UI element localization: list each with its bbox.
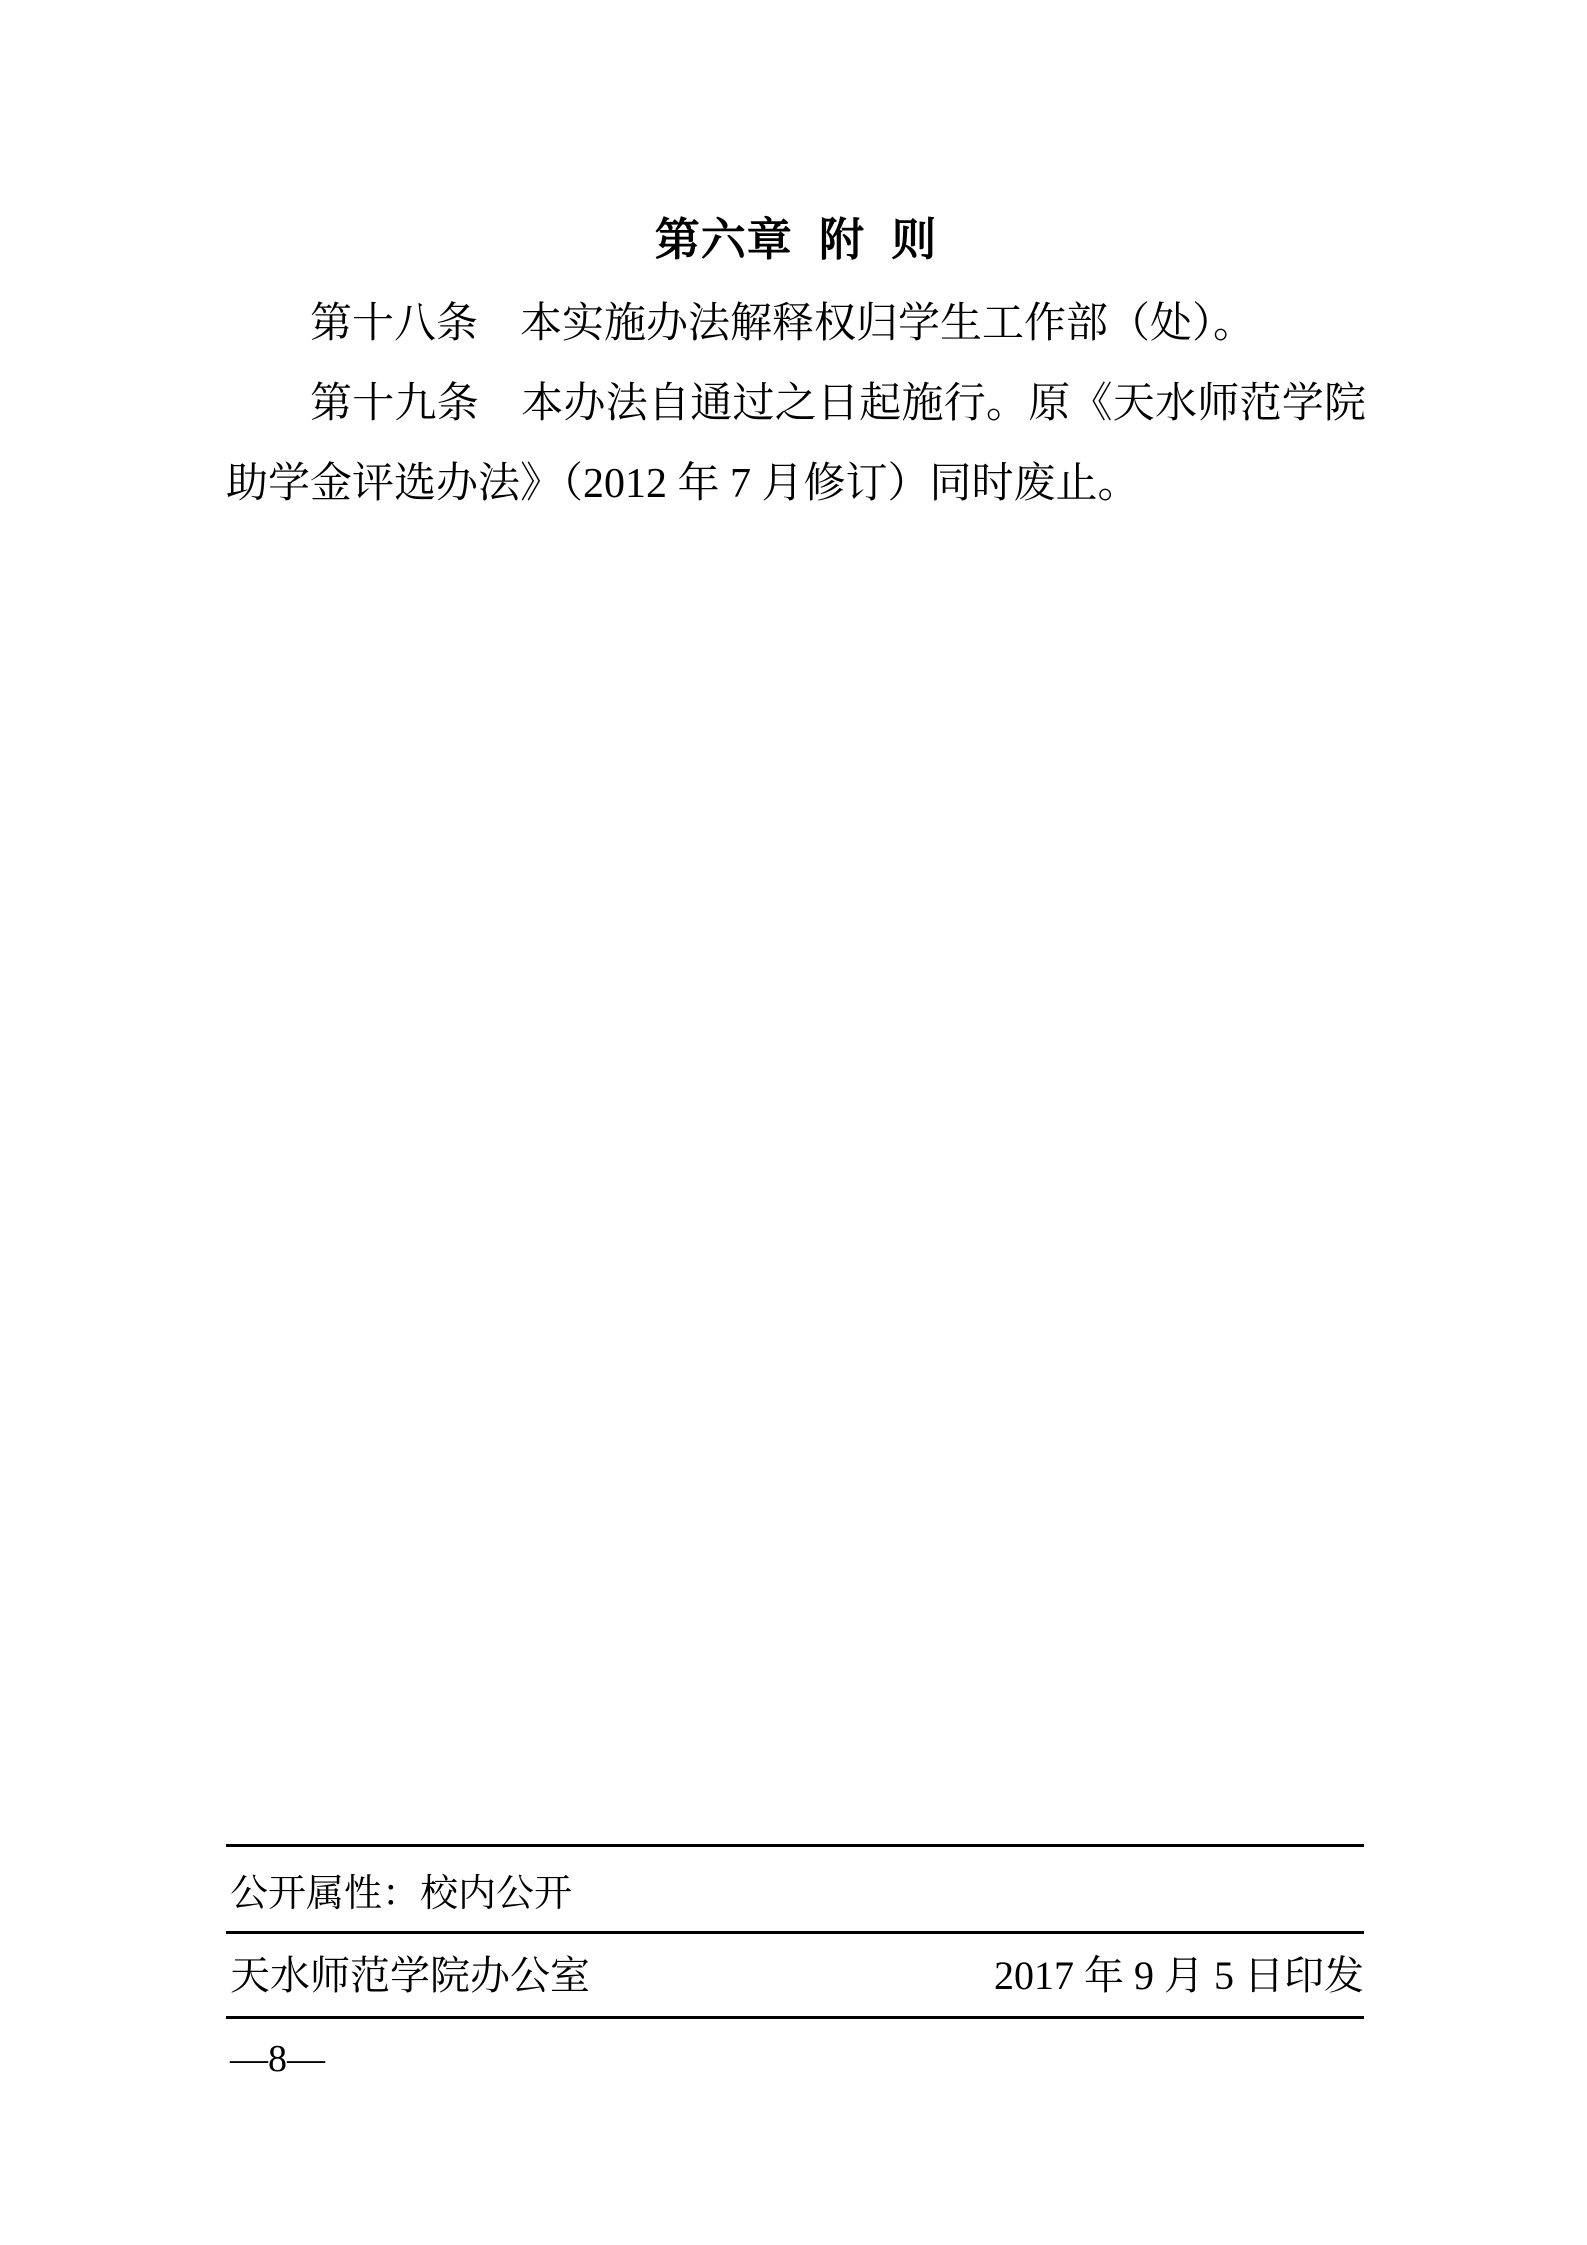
footer-divider-middle	[226, 1931, 1364, 1934]
page-number: —8—	[230, 2038, 325, 2080]
issue-row	[230, 1948, 1364, 2004]
document-body	[226, 284, 1366, 524]
footer-divider-bottom	[226, 2016, 1364, 2019]
publicity-attribute: 公开属性：校内公开	[230, 1873, 573, 1915]
print-date: 2017 年 9 月 5 日印发	[994, 1953, 1364, 1998]
issuing-office: 天水师范学院办公室	[230, 1953, 590, 1998]
article-18-paragraph: 第十八条 本实施办法解释权归学生工作部（处）。	[310, 301, 1256, 347]
footer-divider-top	[226, 1844, 1364, 1847]
article-19-paragraph: 第十九条 本办法自通过之日起施行。原《天水师范学院助学金评选办法》（2012 年 7 月修订）同时废止。	[226, 381, 1366, 507]
chapter-heading: 第六章 附 则	[654, 215, 938, 265]
